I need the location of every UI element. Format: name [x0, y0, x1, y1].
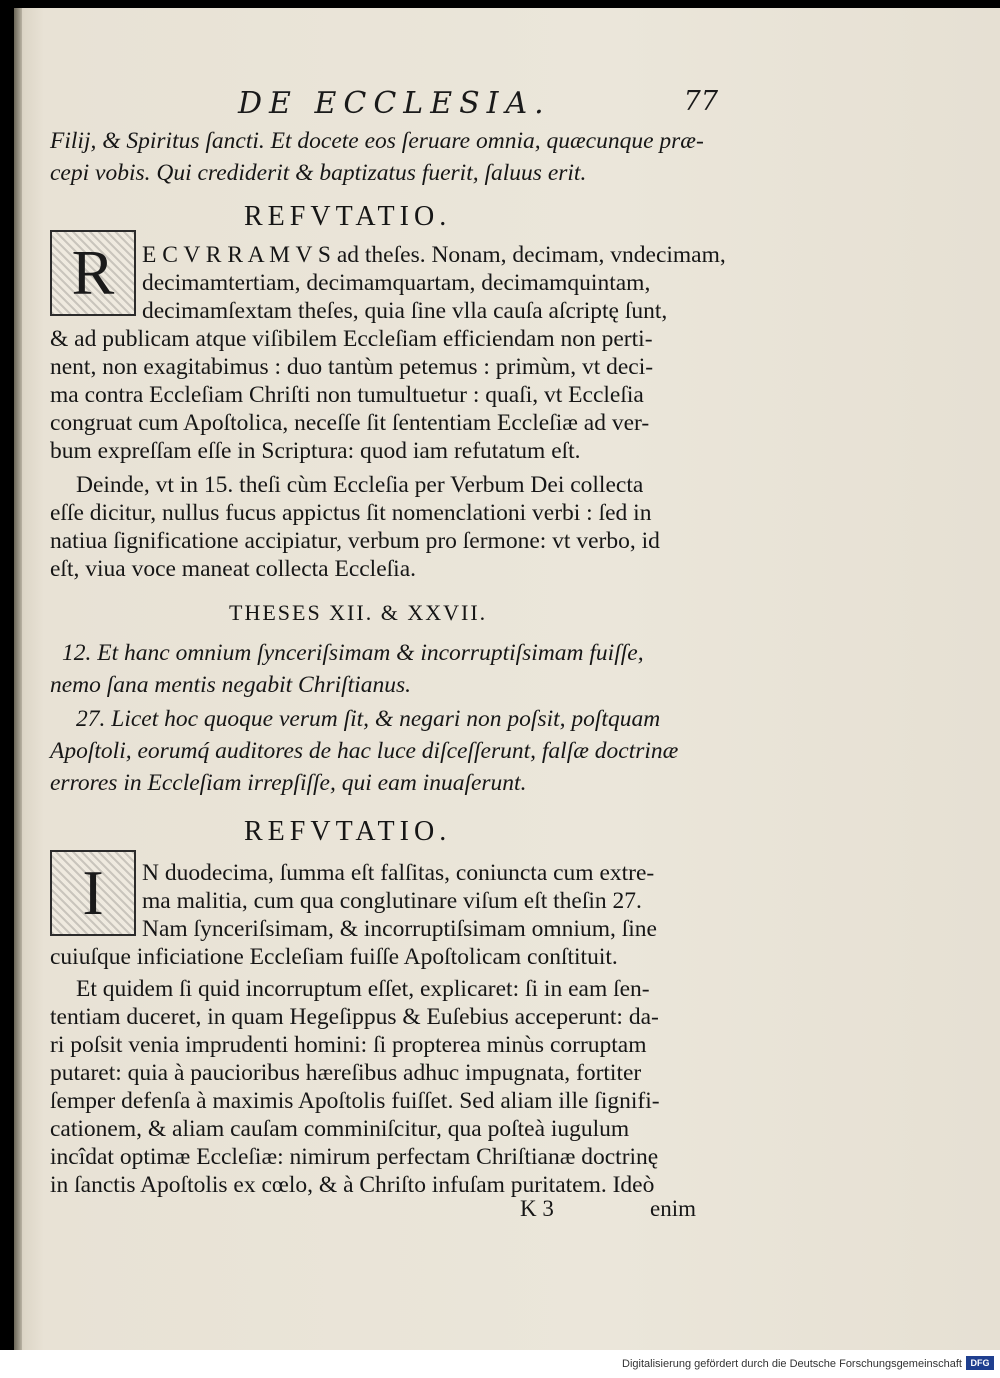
- page-number: 77: [683, 86, 718, 117]
- page-gutter: [14, 8, 22, 1350]
- catchword: enim: [650, 1196, 696, 1221]
- text-line: ma malitia, cum qua conglutinare viſum eſt theſin 27.: [142, 888, 642, 914]
- text-line: tentiam duceret, in quam Hegeſippus & Euſebius acceperunt: da-: [50, 1004, 659, 1030]
- text-line: & ad publicam atque viſibilem Eccleſiam efficiendam non perti-: [50, 326, 653, 352]
- funding-credit: Digitalisierung gefördert durch die Deutsche Forschungsgemeinschaft: [622, 1358, 962, 1370]
- text-line: natiua ſignificatione accipiatur, verbum pro ſermone: vt verbo, id: [50, 528, 660, 554]
- text-line: Nam ſynceriſsimam, & incorruptiſsimam omnium, ſine: [142, 916, 657, 942]
- text-line: nemo ſana mentis negabit Chriſtianus.: [50, 672, 411, 698]
- text-line: ſemper defenſa à maximis Apoſtolis fuiſſet. Sed aliam ille ſignifi-: [50, 1088, 660, 1114]
- text-line: decimamſextam theſes, quia ſine vlla cauſa aſcriptę ſunt,: [142, 298, 668, 324]
- text-line: Deinde, vt in 15. theſi cùm Eccleſia per Verbum Dei collecta: [76, 472, 644, 498]
- text-line: 12. Et hanc omnium ſynceriſsimam & incorruptiſsimam fuiſſe,: [62, 640, 644, 666]
- text-line: putaret: quia à paucioribus hæreſibus adhuc impugnata, fortiter: [50, 1060, 642, 1086]
- text-line: 27. Licet hoc quoque verum ſit, & negari non poſsit, poſtquam: [76, 706, 661, 732]
- text-line: cuiuſque inficiatione Eccleſiam fuiſſe Apoſtolicam conſtituit.: [50, 944, 618, 970]
- running-header: [238, 86, 718, 121]
- signature-mark: K 3: [520, 1196, 554, 1221]
- text-line: eſſe dicitur, nullus fucus appictus ſit nomenclationi verbi : ſed in: [50, 500, 652, 526]
- text-line: Apoſtoli, eorumq́ auditores de hac luce diſceſſerunt, falſæ doctrinæ: [50, 738, 679, 764]
- drop-cap-i: I: [50, 850, 136, 936]
- text-line: nent, non exagitabimus : duo tantùm petemus : primùm, vt deci-: [50, 354, 654, 380]
- text-line: cepi vobis. Qui crediderit & baptizatus fuerit, ſaluus erit.: [50, 160, 587, 186]
- drop-cap-r: R: [50, 230, 136, 316]
- section-heading: REFVTATIO.: [244, 816, 452, 847]
- text-line: Filij, & Spiritus ſancti. Et docete eos ſeruare omnia, quæcunque præ-: [50, 128, 704, 154]
- section-heading: REFVTATIO.: [244, 201, 452, 232]
- text-line: in ſanctis Apoſtolis ex cœlo, & à Chriſto infuſam puritatem. Ideò: [50, 1172, 655, 1198]
- footer-bar: [0, 1350, 1000, 1378]
- text-line: incîdat optimæ Eccleſiæ: nimirum perfectam Chriſtianæ doctrinę: [50, 1144, 659, 1170]
- text-line: Et quidem ſi quid incorruptum eſſet, explicaret: ſi in eam ſen-: [76, 976, 650, 1002]
- book-page: [14, 8, 1000, 1350]
- text-line: ri poſsit venia imprudenti homini: ſi propterea minùs corruptam: [50, 1032, 647, 1058]
- dfg-logo-icon: DFG: [966, 1356, 994, 1370]
- text-line: cationem, & aliam cauſam comminiſcitur, qua poſteà iugulum: [50, 1116, 630, 1142]
- theses-heading: THESES XII. & XXVII.: [229, 600, 488, 625]
- text-line: decimamtertiam, decimamquartam, decimamquintam,: [142, 270, 651, 296]
- text-line: N duodecima, ſumma eſt falſitas, coniuncta cum extre-: [142, 860, 655, 886]
- text-line: eſt, viua voce maneat collecta Eccleſia.: [50, 556, 417, 582]
- text-line: E C V R R A M V S ad theſes. Nonam, decimam, vndecimam,: [142, 242, 726, 268]
- text-line: ma contra Eccleſiam Chriſti non tumultuetur : quaſi, vt Eccleſia: [50, 382, 644, 408]
- header-title: DE ECCLESIA.: [238, 86, 551, 121]
- text-line: congruat cum Apoſtolica, neceſſe ſit ſententiam Eccleſiæ ad ver-: [50, 410, 650, 436]
- text-line: bum expreſſam eſſe in Scriptura: quod iam refutatum eſt.: [50, 438, 581, 464]
- text-line: errores in Eccleſiam irrepſiſſe, qui eam inuaſerunt.: [50, 770, 527, 796]
